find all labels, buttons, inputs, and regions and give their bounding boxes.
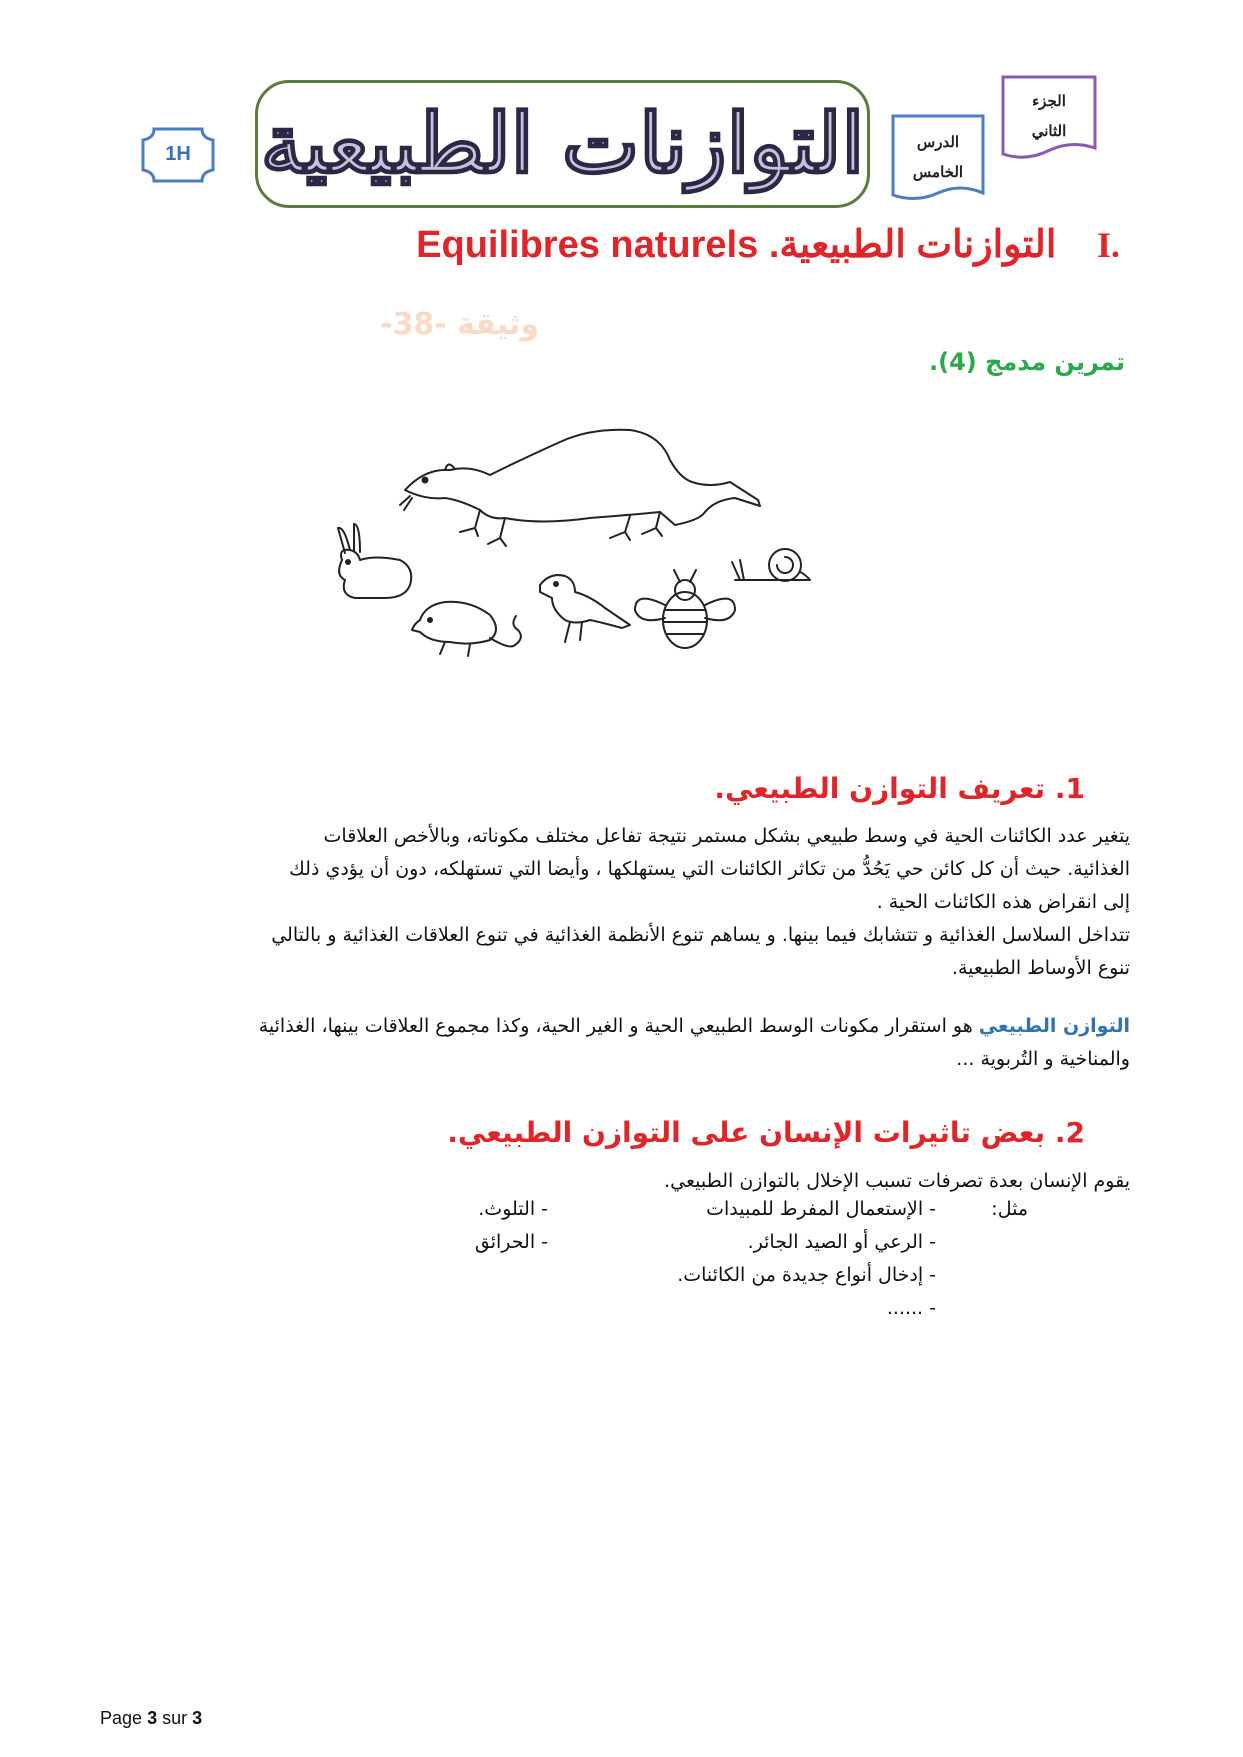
- page-title: [255, 80, 870, 208]
- section-number: .I: [1096, 225, 1120, 265]
- definition-paragraph: [100, 1010, 1130, 1076]
- exercise-label: تمرين مدمج (4).: [929, 348, 1125, 376]
- bee-icon: [635, 570, 735, 648]
- definition-text: هو استقرار مكونات الوسط الطبيعي الحية و الغير الحية، وكذا مجموع العلاقات بينها، الغذائية: [258, 1015, 979, 1037]
- part-tag-line1: الجزء: [1032, 92, 1066, 110]
- example-label: مثل:: [991, 1198, 1028, 1220]
- subsection-1-title: 1. تعريف التوازن الطبيعي.: [714, 772, 1085, 805]
- section-heading: [300, 222, 1120, 272]
- lesson-tag-line2: الخامس: [912, 163, 964, 181]
- food-web-illustration: [330, 420, 910, 750]
- subsection-2-title: 2. بعض تاثيرات الإنسان على التوازن الطبيعي.: [447, 1116, 1085, 1149]
- lesson-tag-line1: الدرس: [916, 133, 960, 151]
- paragraph-line: الغذائية. حيث أن كل كائن حي يَحُدُّ من تكاثر الكائنات التي يستهلكها ، وأيضا التي تستهلكه، دون أن يؤدي ذلك: [289, 858, 1130, 880]
- footer-page-word: Page: [100, 1708, 143, 1728]
- lesson-tag: [890, 113, 986, 205]
- subsection-2-intro: يقوم الإنسان بعدة تصرفات تسبب الإخلال بالتوازن الطبيعي.: [664, 1170, 1130, 1192]
- paragraph-line: تتداخل السلاسل الغذائية و تتشابك فيما بينها. و يساهم تنوع الأنظمة الغذائية في تنوع العلاقات الغذائية و بالتالي: [271, 924, 1130, 946]
- list-item: - إدخال أنواع جديدة من الكائنات.: [677, 1264, 936, 1286]
- paragraph-line: تنوع الأوساط الطبيعية.: [951, 957, 1130, 979]
- part-tag-line2: الثاني: [1031, 122, 1067, 140]
- footer-page-number: 3: [147, 1708, 158, 1728]
- subsection-1-paragraph: [100, 820, 1130, 985]
- document-label: وثيقة -38-: [380, 307, 540, 342]
- mouse-icon: [412, 602, 521, 656]
- section-title-fr: Equilibres naturels: [416, 224, 759, 266]
- bird-icon: [540, 575, 630, 642]
- definition-term: التوازن الطبيعي: [978, 1015, 1130, 1037]
- list-item: - الإستعمال المفرط للمبيدات: [706, 1198, 936, 1220]
- section-title-ar: التوازنات الطبيعية.: [768, 224, 1057, 266]
- paragraph-line: يتغير عدد الكائنات الحية في وسط طبيعي بشكل مستمر نتيجة تفاعل مختلف مكوناته، وبالأخص العلاقات: [323, 825, 1130, 847]
- footer-total-pages: 3: [192, 1708, 203, 1728]
- definition-line: والمناخية و التُربوية ...: [956, 1048, 1130, 1070]
- weasel-icon: [400, 430, 760, 546]
- snail-icon: [732, 549, 810, 581]
- level-badge: [140, 126, 216, 184]
- page-footer: [100, 1708, 202, 1729]
- list-item: - التلوث.: [478, 1198, 548, 1220]
- list-item: - ......: [886, 1297, 936, 1319]
- list-item: - الرعي أو الصيد الجائر.: [747, 1231, 936, 1253]
- part-tag: [1000, 74, 1098, 166]
- rabbit-icon: [338, 524, 411, 598]
- paragraph-line: إلى انقراض هذه الكائنات الحية .: [876, 891, 1130, 913]
- level-badge-label: 1H: [165, 143, 191, 165]
- list-item: - الحرائق: [474, 1231, 548, 1253]
- page-title-text: التوازنات الطبيعية: [260, 96, 865, 192]
- footer-sur-word: sur: [162, 1708, 188, 1728]
